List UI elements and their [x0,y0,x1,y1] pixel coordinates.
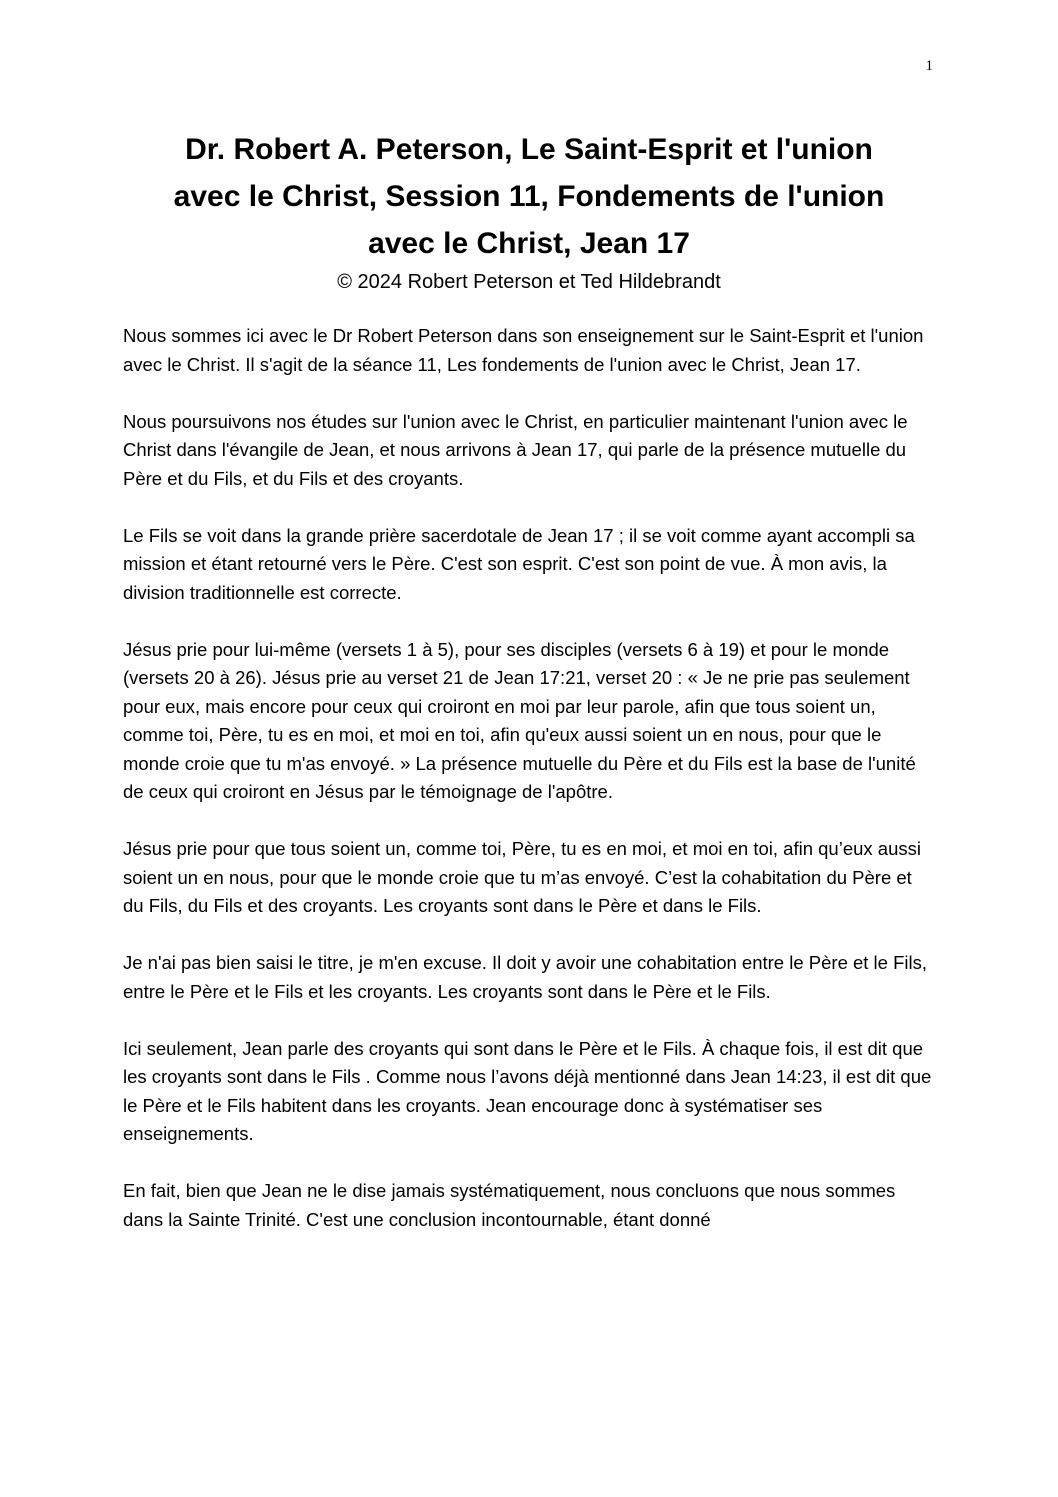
paragraph-4: Jésus prie pour lui-même (versets 1 à 5), pour ses disciples (versets 6 à 19) et pour le monde (versets 20 à 26). Jésus prie au verset 21 de Jean 17:21, verset 20 : « Je ne prie pas seulement pour eux, mais encore pour ceux qui croiront en moi par leur parole, afin que tous soient un, comme toi, Père, tu es en moi, et moi en toi, afin qu'eux aussi soient un en nous, pour que le monde croie que tu m'as envoyé. » La présence mutuelle du Père et du Fils est la base de l'unité de ceux qui croiront en Jésus par le témoignage de l'apôtre. [123,638,916,802]
paragraph-1: Nous sommes ici avec le Dr Robert Peterson dans son enseignement sur le Saint-Esprit et l'union avec le Christ. Il s'agit de la séance 11, Les fondements de l'union avec le Christ, Jean 17. [123,325,924,375]
copyright-line: © 2024 Robert Peterson et Ted Hildebrandt [337,271,721,293]
paragraph-6: Je n'ai pas bien saisi le titre, je m'en excuse. Il doit y avoir une cohabitation entre le Père et le Fils, entre le Père et le Fils et les croyants. Les croyants sont dans le Père et le Fils. [123,952,928,1002]
paragraph-8: En fait, bien que Jean ne le dise jamais systématiquement, nous concluons que nous sommes dans la Sainte Trinité. C'est une conclusion incontournable, étant donné [123,1180,896,1230]
document-title: Dr. Robert A. Peterson, Le Saint-Esprit et l'union avec le Christ, Session 11, Fondements de l'union avec le Christ, Jean 17 [173,133,885,260]
page-number: 1 [925,58,933,74]
paragraph-3: Le Fils se voit dans la grande prière sacerdotale de Jean 17 ; il se voit comme ayant accompli sa mission et étant retourné vers le Père. C'est son esprit. C'est son point de vue. À mon avis, la division traditionnelle est correcte. [123,524,915,603]
paragraph-5: Jésus prie pour que tous soient un, comme toi, Père, tu es en moi, et moi en toi, afin qu’eux aussi soient un en nous, pour que le monde croie que tu m’as envoyé. C’est la cohabitation du Père et du Fils, du Fils et des croyants. Les croyants sont dans le Père et dans le Fils. [123,838,921,916]
paragraph-7: Ici seulement, Jean parle des croyants qui sont dans le Père et le Fils. À chaque fois, il est dit que les croyants sont dans le Fils . Comme nous l’avons déjà mentionné dans Jean 14:23, il est dit que le Père et le Fils habitent dans les croyants. Jean encourage donc à systématiser ses enseignements. [123,1037,932,1144]
document-body [123,322,935,1234]
paragraph-2: Nous poursuivons nos études sur l'union avec le Christ, en particulier maintenant l'union avec le Christ dans l'évangile de Jean, et nous arrivons à Jean 17, qui parle de la présence mutuelle du Père et du Fils, et du Fils et des croyants. [123,410,908,489]
